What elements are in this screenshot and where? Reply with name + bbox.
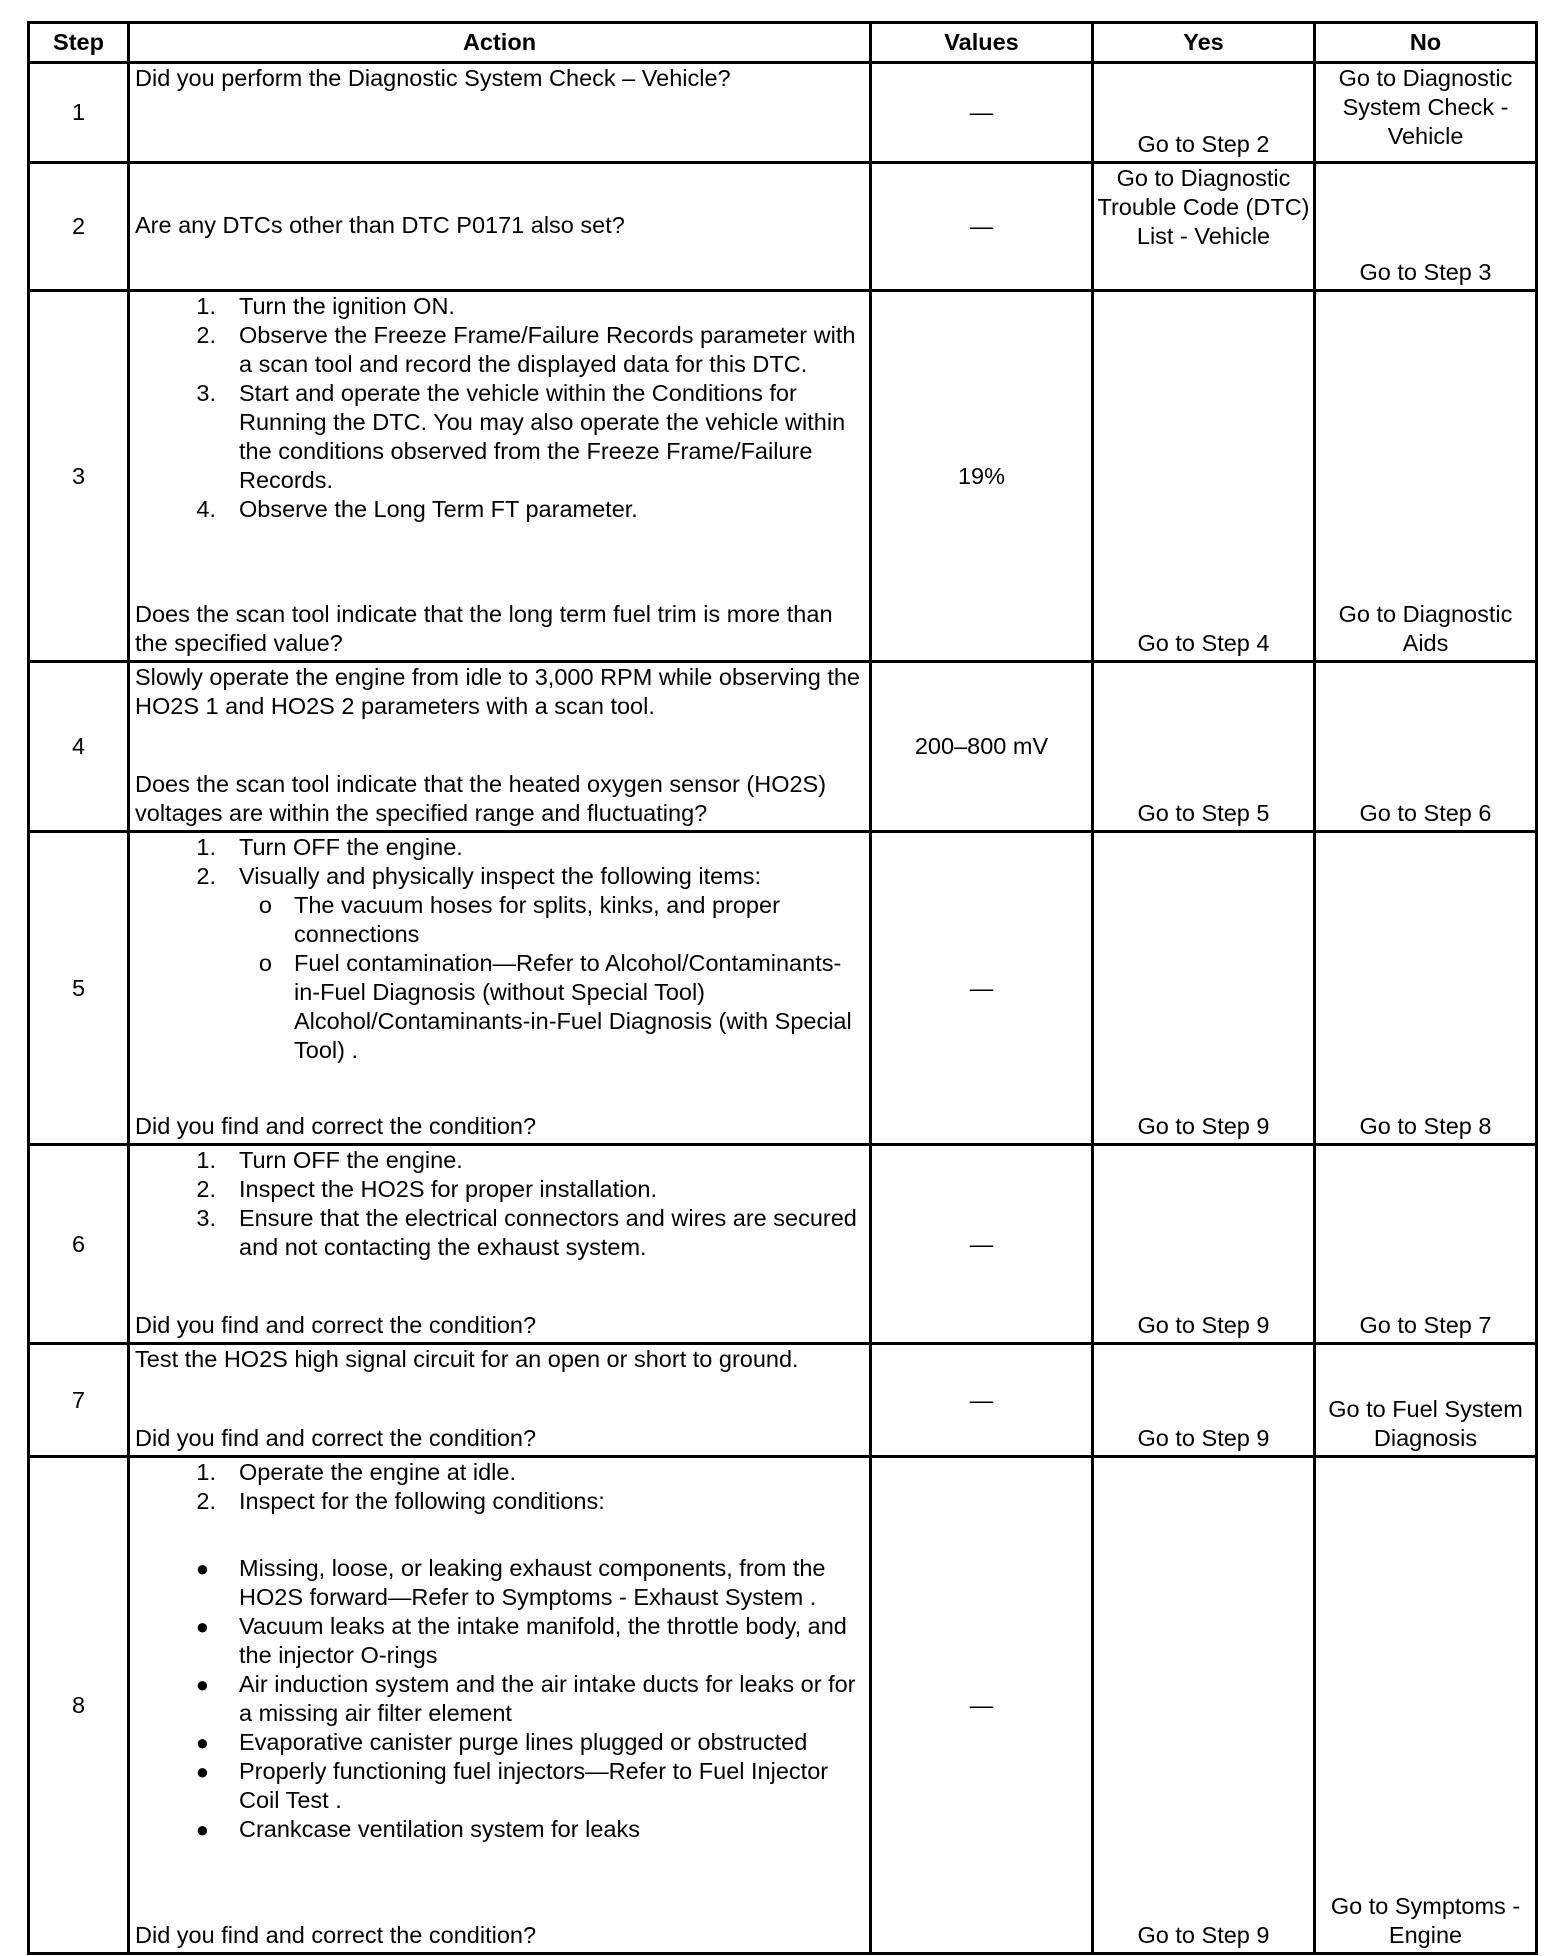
value-cell: — <box>871 1344 1093 1457</box>
list-item: ● Vacuum leaks at the intake manifold, the throttle body, and the injector O-rings <box>195 1613 847 1668</box>
action-cell <box>129 662 871 832</box>
value-cell: — <box>871 1457 1093 1954</box>
step-number: 6 <box>29 1145 129 1344</box>
table-row <box>29 1457 1537 1954</box>
list-item: ● Evaporative canister purge lines plugged or obstructed <box>195 1729 808 1755</box>
action-question: Did you find and correct the condition? <box>135 1113 537 1139</box>
action-steps <box>135 833 865 1065</box>
action-cell <box>129 1145 871 1344</box>
action-question: Does the scan tool indicate that the long term fuel trim is more than the specified value? <box>135 601 833 656</box>
diagnostic-table <box>27 21 1538 1955</box>
yes-link[interactable]: Go to Step 9 <box>1093 1457 1315 1954</box>
list-item: 2. Visually and physically inspect the following items: <box>196 863 762 889</box>
header-step: Step <box>29 23 129 63</box>
action-cell <box>129 832 871 1145</box>
list-item: 3. Ensure that the electrical connectors and wires are secured and not contacting the exhaust system. <box>196 1205 857 1260</box>
no-link[interactable]: Go to Symptoms - Engine <box>1315 1457 1537 1954</box>
list-item: ● Crankcase ventilation system for leaks <box>195 1816 640 1842</box>
action-question: Did you find and correct the condition? <box>135 1312 537 1338</box>
table-row <box>29 163 1537 291</box>
action-question: Did you find and correct the condition? <box>135 1922 537 1948</box>
table-row <box>29 291 1537 662</box>
list-item: 1. Operate the engine at idle. <box>196 1459 516 1485</box>
value-cell: — <box>871 1145 1093 1344</box>
no-link[interactable]: Go to Diagnostic Aids <box>1315 291 1537 662</box>
list-item: o Fuel contamination—Refer to Alcohol/Contaminants-in-Fuel Diagnosis (without Special Tool) Alcohol/Contaminants-in-Fuel Diagnosis (with Special Tool) . <box>258 950 852 1063</box>
table-row <box>29 63 1537 163</box>
yes-link[interactable]: Go to Step 9 <box>1093 832 1315 1145</box>
value-cell: — <box>871 163 1093 291</box>
action-cell <box>129 1344 871 1457</box>
table-row <box>29 662 1537 832</box>
value-cell: — <box>871 63 1093 163</box>
step-number: 1 <box>29 63 129 163</box>
header-row <box>29 23 1537 63</box>
header-no: No <box>1315 23 1537 63</box>
no-link[interactable]: Go to Step 6 <box>1315 662 1537 832</box>
no-link[interactable]: Go to Step 8 <box>1315 832 1537 1145</box>
step-number: 2 <box>29 163 129 291</box>
value-cell: — <box>871 832 1093 1145</box>
yes-link[interactable]: Go to Diagnostic Trouble Code (DTC) List - Vehicle <box>1093 163 1315 291</box>
step-number: 4 <box>29 662 129 832</box>
step-number: 8 <box>29 1457 129 1954</box>
list-item: 2. Observe the Freeze Frame/Failure Records parameter with a scan tool and record the displayed data for this DTC. <box>196 322 856 377</box>
yes-link[interactable]: Go to Step 4 <box>1093 291 1315 662</box>
action-intro: Test the HO2S high signal circuit for an open or short to ground. <box>135 1346 799 1372</box>
list-item: 1. Turn OFF the engine. <box>196 1147 463 1173</box>
step-number: 7 <box>29 1344 129 1457</box>
list-item: ● Missing, loose, or leaking exhaust components, from the HO2S forward—Refer to Symptoms - Exhaust System . <box>195 1555 826 1610</box>
action-cell <box>129 291 871 662</box>
header-yes: Yes <box>1093 23 1315 63</box>
action-cell <box>129 163 871 291</box>
list-item: ● Air induction system and the air intake ducts for leaks or for a missing air filter element <box>195 1671 856 1726</box>
list-item: ● Properly functioning fuel injectors—Refer to Fuel Injector Coil Test . <box>195 1758 829 1813</box>
list-item: o The vacuum hoses for splits, kinks, and proper connections <box>258 892 780 947</box>
action-intro: Slowly operate the engine from idle to 3,000 RPM while observing the HO2S 1 and HO2S 2 parameters with a scan tool. <box>135 664 860 719</box>
no-link[interactable]: Go to Fuel System Diagnosis <box>1315 1344 1537 1457</box>
no-link[interactable]: Go to Diagnostic System Check - Vehicle <box>1315 63 1537 163</box>
action-steps <box>135 1146 865 1262</box>
table-row <box>29 1145 1537 1344</box>
step-number: 3 <box>29 291 129 662</box>
no-link[interactable]: Go to Step 3 <box>1315 163 1537 291</box>
yes-link[interactable]: Go to Step 2 <box>1093 63 1315 163</box>
list-item: 2. Inspect for the following conditions: <box>196 1488 605 1514</box>
step-number: 5 <box>29 832 129 1145</box>
action-steps <box>135 1458 865 1844</box>
value-cell: 19% <box>871 291 1093 662</box>
header-values: Values <box>871 23 1093 63</box>
list-item: 3. Start and operate the vehicle within the Conditions for Running the DTC. You may also operate the vehicle within the conditions observed from the Freeze Frame/Failure Records. <box>196 380 846 493</box>
yes-link[interactable]: Go to Step 9 <box>1093 1145 1315 1344</box>
no-link[interactable]: Go to Step 7 <box>1315 1145 1537 1344</box>
action-question: Did you find and correct the condition? <box>135 1425 537 1451</box>
list-item: 1. Turn OFF the engine. <box>196 834 463 860</box>
action-question: Did you perform the Diagnostic System Check – Vehicle? <box>135 65 731 91</box>
action-steps <box>135 292 865 524</box>
yes-link[interactable]: Go to Step 9 <box>1093 1344 1315 1457</box>
header-action: Action <box>129 23 871 63</box>
list-item: 2. Inspect the HO2S for proper installation. <box>196 1176 657 1202</box>
table-row <box>29 1344 1537 1457</box>
table-row <box>29 832 1537 1145</box>
list-item: 4. Observe the Long Term FT parameter. <box>196 496 638 522</box>
action-cell <box>129 63 871 163</box>
list-item: 1. Turn the ignition ON. <box>196 293 455 319</box>
action-cell <box>129 1457 871 1954</box>
action-question: Are any DTCs other than DTC P0171 also set? <box>135 212 625 238</box>
action-question: Does the scan tool indicate that the heated oxygen sensor (HO2S) voltages are within the specified range and fluctuating? <box>135 771 827 826</box>
value-cell: 200–800 mV <box>871 662 1093 832</box>
yes-link[interactable]: Go to Step 5 <box>1093 662 1315 832</box>
